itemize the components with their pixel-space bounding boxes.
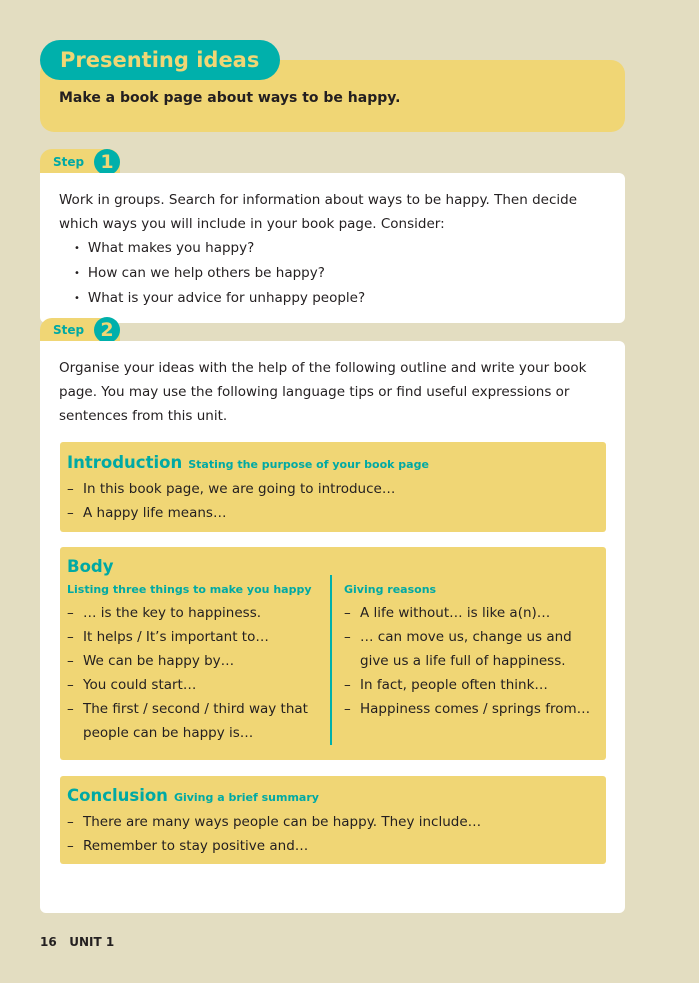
conclusion-box — [60, 776, 606, 864]
footer — [40, 935, 114, 949]
conclusion-subheading: Giving a brief summary — [173, 791, 319, 804]
list-item: – The first / second / third way that people can be happy is… — [67, 697, 322, 745]
list-item: – A life without… is like a(n)… — [344, 601, 599, 625]
step1-paragraph: Work in groups. Search for information about ways to be happy. Then decide which ways you will include in your book page. Consider: — [59, 192, 578, 232]
introduction-box — [60, 442, 606, 532]
list-item: – You could start… — [67, 673, 322, 697]
page-number: 16 — [40, 935, 57, 949]
list-item: – … can move us, change us and give us a life full of happiness. — [344, 625, 599, 673]
step1-number: 1 — [94, 149, 120, 175]
list-item: – A happy life means… — [67, 501, 599, 525]
introduction-heading: Introduction — [67, 453, 183, 472]
unit-label: UNIT 1 — [69, 935, 115, 949]
list-item: – Happiness comes / springs from… — [344, 697, 599, 721]
column-divider — [330, 575, 332, 745]
body-left-subheading: Listing three things to make you happy — [67, 583, 312, 596]
list-item: • How can we help others be happy? — [74, 261, 599, 286]
body-box — [60, 547, 606, 760]
step1-bullets — [59, 236, 599, 311]
list-item: – In fact, people often think… — [344, 673, 599, 697]
step2-number: 2 — [94, 317, 120, 343]
list-item: – In this book page, we are going to introduce… — [67, 477, 599, 501]
step1-content — [59, 188, 599, 311]
list-item: – There are many ways people can be happy. They include… — [67, 810, 599, 834]
step1-label: Step — [53, 155, 85, 169]
task-text: Make a book page about ways to be happy. — [59, 90, 401, 106]
introduction-subheading: Stating the purpose of your book page — [188, 458, 429, 471]
list-item: • What is your advice for unhappy people? — [74, 286, 599, 311]
page-title: Presenting ideas — [40, 40, 280, 80]
step2-paragraph: Organise your ideas with the help of the following outline and write your book page. You may use the following language tips or find useful expressions or sentences from this unit. — [59, 360, 587, 424]
list-item: – … is the key to happiness. — [67, 601, 322, 625]
list-item: – We can be happy by… — [67, 649, 322, 673]
step2-label: Step — [53, 323, 85, 337]
body-heading: Body — [67, 557, 114, 576]
list-item: – Remember to stay positive and… — [67, 834, 599, 858]
conclusion-heading: Conclusion — [67, 786, 168, 805]
body-right-subheading: Giving reasons — [344, 583, 437, 596]
list-item: – It helps / It’s important to… — [67, 625, 322, 649]
list-item: • What makes you happy? — [74, 236, 599, 261]
